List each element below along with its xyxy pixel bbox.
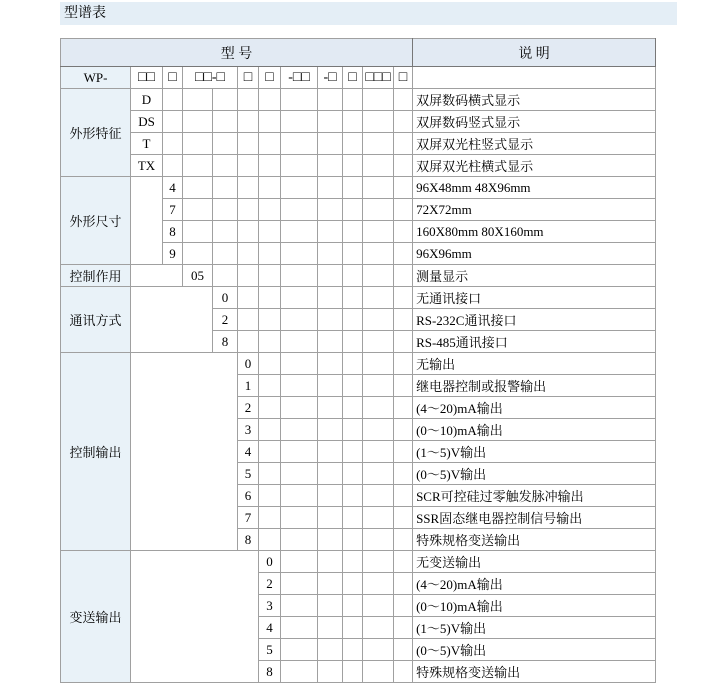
table-row xyxy=(61,177,656,199)
grid-cell xyxy=(318,89,343,111)
grid-cell xyxy=(259,331,281,353)
grid-cell xyxy=(281,331,318,353)
grid-cell xyxy=(281,155,318,177)
desc-cell: SCR可控硅过零触发脉冲输出 xyxy=(413,485,656,507)
desc-cell: 继电器控制或报警输出 xyxy=(413,375,656,397)
grid-cell xyxy=(259,287,281,309)
grid-cell xyxy=(183,111,213,133)
grid-cell xyxy=(318,243,343,265)
grid-cell xyxy=(281,485,318,507)
desc-cell: RS-232C通讯接口 xyxy=(413,309,656,331)
grid-cell xyxy=(259,353,281,375)
grid-cell xyxy=(363,507,394,529)
grid-cell xyxy=(394,287,413,309)
grid-cell xyxy=(281,265,318,287)
grid-cell xyxy=(363,177,394,199)
grid-cell xyxy=(363,133,394,155)
grid-cell xyxy=(394,155,413,177)
grid-cell xyxy=(281,463,318,485)
code-cell: T xyxy=(131,133,163,155)
desc-cell: 双屏数码竖式显示 xyxy=(413,111,656,133)
model-box-cell: □ xyxy=(259,67,281,89)
grid-cell xyxy=(343,177,363,199)
grid-cell xyxy=(343,287,363,309)
grid-cell xyxy=(343,661,363,683)
grid-cell xyxy=(183,221,213,243)
grid-cell xyxy=(238,111,259,133)
grid-cell xyxy=(363,331,394,353)
grid-cell xyxy=(318,287,343,309)
grid-cell xyxy=(318,441,343,463)
grid-cell xyxy=(183,243,213,265)
grid-cell xyxy=(238,133,259,155)
grid-cell xyxy=(343,375,363,397)
code-cell: 2 xyxy=(238,397,259,419)
grid-cell xyxy=(343,617,363,639)
grid-cell xyxy=(363,419,394,441)
grid-cell xyxy=(281,309,318,331)
grid-cell xyxy=(163,133,183,155)
grid-cell xyxy=(183,155,213,177)
grid-cell xyxy=(281,133,318,155)
grid-cell xyxy=(281,397,318,419)
grid-cell xyxy=(281,287,318,309)
grid-cell xyxy=(363,221,394,243)
code-cell: 2 xyxy=(259,573,281,595)
grid-cell xyxy=(318,265,343,287)
desc-cell: (4～20)mA输出 xyxy=(413,573,656,595)
grid-cell xyxy=(343,485,363,507)
grid-cell xyxy=(259,309,281,331)
grid-cell xyxy=(259,419,281,441)
grid-cell xyxy=(259,199,281,221)
desc-cell: (0～10)mA输出 xyxy=(413,419,656,441)
grid-cell xyxy=(213,155,238,177)
grid-cell xyxy=(281,441,318,463)
grid-cell xyxy=(343,639,363,661)
desc-cell xyxy=(413,67,656,89)
code-cell: DS xyxy=(131,111,163,133)
grid-cell xyxy=(213,111,238,133)
grid-cell xyxy=(318,639,343,661)
grid-cell xyxy=(394,529,413,551)
grid-cell xyxy=(281,353,318,375)
desc-cell: 160X80mm 80X160mm xyxy=(413,221,656,243)
code-cell: 5 xyxy=(259,639,281,661)
grid-cell xyxy=(394,375,413,397)
grid-cell xyxy=(259,441,281,463)
grid-cell xyxy=(238,287,259,309)
desc-cell: (1～5)V输出 xyxy=(413,441,656,463)
grid-cell xyxy=(363,89,394,111)
grid-cell xyxy=(343,89,363,111)
grid-cell xyxy=(343,309,363,331)
grid-cell xyxy=(183,177,213,199)
grid-cell xyxy=(318,419,343,441)
table-row xyxy=(61,133,656,155)
grid-cell xyxy=(259,375,281,397)
grid-cell xyxy=(318,595,343,617)
grid-cell xyxy=(318,507,343,529)
grid-cell xyxy=(318,221,343,243)
grid-cell xyxy=(318,463,343,485)
code-cell: D xyxy=(131,89,163,111)
grid-cell xyxy=(318,529,343,551)
grid-cell xyxy=(183,199,213,221)
wp-row xyxy=(61,67,656,89)
grid-cell xyxy=(343,111,363,133)
desc-cell: (1～5)V输出 xyxy=(413,617,656,639)
grid-cell xyxy=(213,265,238,287)
desc-cell: RS-485通讯接口 xyxy=(413,331,656,353)
grid-cell xyxy=(394,331,413,353)
grid-cell xyxy=(238,309,259,331)
grid-cell xyxy=(163,155,183,177)
grid-cell xyxy=(318,155,343,177)
grid-cell xyxy=(163,111,183,133)
grid-cell xyxy=(394,199,413,221)
grid-cell xyxy=(259,485,281,507)
grid-cell xyxy=(394,111,413,133)
grid-cell xyxy=(363,529,394,551)
blank-cell xyxy=(131,265,183,287)
section-label: 外形尺寸 xyxy=(61,177,131,265)
code-cell: 8 xyxy=(163,221,183,243)
grid-cell xyxy=(343,507,363,529)
grid-cell xyxy=(213,199,238,221)
grid-cell xyxy=(363,485,394,507)
model-box-cell: □ xyxy=(238,67,259,89)
grid-cell xyxy=(318,199,343,221)
grid-cell xyxy=(238,89,259,111)
code-cell: 8 xyxy=(259,661,281,683)
grid-cell xyxy=(318,375,343,397)
grid-cell xyxy=(183,133,213,155)
grid-cell xyxy=(259,177,281,199)
grid-cell xyxy=(318,309,343,331)
grid-cell xyxy=(213,177,238,199)
code-cell: 8 xyxy=(238,529,259,551)
grid-cell xyxy=(259,463,281,485)
header-row xyxy=(61,39,656,67)
grid-cell xyxy=(163,89,183,111)
grid-cell xyxy=(259,529,281,551)
page-title: 型谱表 xyxy=(60,2,677,25)
blank-cell xyxy=(131,287,213,353)
desc-cell: (0～5)V输出 xyxy=(413,463,656,485)
model-box-cell: □□-□ xyxy=(183,67,238,89)
model-box-cell: □ xyxy=(343,67,363,89)
section-label: 变送输出 xyxy=(61,551,131,683)
grid-cell xyxy=(394,133,413,155)
grid-cell xyxy=(318,133,343,155)
desc-cell: 测量显示 xyxy=(413,265,656,287)
grid-cell xyxy=(281,661,318,683)
grid-cell xyxy=(281,111,318,133)
section-label: 控制输出 xyxy=(61,353,131,551)
code-cell: 4 xyxy=(259,617,281,639)
grid-cell xyxy=(281,375,318,397)
grid-cell xyxy=(394,485,413,507)
grid-cell xyxy=(343,243,363,265)
grid-cell xyxy=(238,155,259,177)
grid-cell xyxy=(363,111,394,133)
desc-cell: (0～10)mA输出 xyxy=(413,595,656,617)
grid-cell xyxy=(281,243,318,265)
grid-cell xyxy=(363,243,394,265)
desc-cell: 96X96mm xyxy=(413,243,656,265)
grid-cell xyxy=(343,331,363,353)
grid-cell xyxy=(281,617,318,639)
table-row xyxy=(61,353,656,375)
grid-cell xyxy=(281,595,318,617)
grid-cell xyxy=(363,661,394,683)
desc-cell: SSR固态继电器控制信号输出 xyxy=(413,507,656,529)
grid-cell xyxy=(363,639,394,661)
grid-cell xyxy=(318,661,343,683)
desc-cell: 无输出 xyxy=(413,353,656,375)
grid-cell xyxy=(363,309,394,331)
desc-cell: 无变送输出 xyxy=(413,551,656,573)
table-row xyxy=(61,111,656,133)
grid-cell xyxy=(343,155,363,177)
grid-cell xyxy=(318,397,343,419)
code-cell: 2 xyxy=(213,309,238,331)
grid-cell xyxy=(238,243,259,265)
code-cell: 0 xyxy=(213,287,238,309)
model-box-cell: □□ xyxy=(131,67,163,89)
table-row xyxy=(61,287,656,309)
code-cell: 0 xyxy=(238,353,259,375)
grid-cell xyxy=(343,133,363,155)
grid-cell xyxy=(259,155,281,177)
grid-cell xyxy=(394,639,413,661)
grid-cell xyxy=(259,397,281,419)
code-cell: 9 xyxy=(163,243,183,265)
grid-cell xyxy=(318,111,343,133)
grid-cell xyxy=(343,463,363,485)
table-row xyxy=(61,551,656,573)
code-cell: 3 xyxy=(238,419,259,441)
grid-cell xyxy=(213,221,238,243)
grid-cell xyxy=(318,485,343,507)
grid-cell xyxy=(343,265,363,287)
grid-cell xyxy=(183,89,213,111)
grid-cell xyxy=(281,507,318,529)
blank-cell xyxy=(131,177,163,265)
grid-cell xyxy=(343,199,363,221)
grid-cell xyxy=(394,309,413,331)
code-cell: 7 xyxy=(163,199,183,221)
grid-cell xyxy=(281,89,318,111)
grid-cell xyxy=(363,155,394,177)
grid-cell xyxy=(343,573,363,595)
grid-cell xyxy=(394,419,413,441)
grid-cell xyxy=(394,617,413,639)
grid-cell xyxy=(343,397,363,419)
grid-cell xyxy=(363,353,394,375)
code-cell: 3 xyxy=(259,595,281,617)
grid-cell xyxy=(343,441,363,463)
grid-cell xyxy=(394,507,413,529)
table-row xyxy=(61,89,656,111)
grid-cell xyxy=(343,221,363,243)
grid-cell xyxy=(394,551,413,573)
grid-cell xyxy=(343,529,363,551)
grid-cell xyxy=(394,177,413,199)
model-box-cell: □ xyxy=(394,67,413,89)
grid-cell xyxy=(259,265,281,287)
grid-cell xyxy=(363,617,394,639)
code-cell: 7 xyxy=(238,507,259,529)
model-box-cell: -□□ xyxy=(281,67,318,89)
model-box-cell: □ xyxy=(163,67,183,89)
grid-cell xyxy=(318,353,343,375)
grid-cell xyxy=(281,177,318,199)
desc-cell: 双屏双光柱横式显示 xyxy=(413,155,656,177)
grid-cell xyxy=(394,243,413,265)
grid-cell xyxy=(281,221,318,243)
grid-cell xyxy=(394,397,413,419)
desc-cell: (4～20)mA输出 xyxy=(413,397,656,419)
section-label: 通讯方式 xyxy=(61,287,131,353)
grid-cell xyxy=(318,551,343,573)
grid-cell xyxy=(343,353,363,375)
blank-cell xyxy=(131,551,259,683)
code-cell: 6 xyxy=(238,485,259,507)
table-row xyxy=(61,155,656,177)
grid-cell xyxy=(363,463,394,485)
grid-cell xyxy=(213,243,238,265)
grid-cell xyxy=(259,111,281,133)
code-cell: 05 xyxy=(183,265,213,287)
desc-cell: 特殊规格变送输出 xyxy=(413,661,656,683)
grid-cell xyxy=(281,199,318,221)
grid-cell xyxy=(363,397,394,419)
table-row xyxy=(61,265,656,287)
desc-cell: 无通讯接口 xyxy=(413,287,656,309)
grid-cell xyxy=(281,551,318,573)
code-cell: 5 xyxy=(238,463,259,485)
grid-cell xyxy=(363,199,394,221)
grid-cell xyxy=(259,507,281,529)
code-cell: 8 xyxy=(213,331,238,353)
model-header: 型 号 xyxy=(61,39,413,67)
grid-cell xyxy=(394,595,413,617)
grid-cell xyxy=(213,89,238,111)
desc-cell: 96X48mm 48X96mm xyxy=(413,177,656,199)
desc-cell: 双屏数码横式显示 xyxy=(413,89,656,111)
desc-cell: 72X72mm xyxy=(413,199,656,221)
grid-cell xyxy=(238,199,259,221)
grid-cell xyxy=(259,221,281,243)
grid-cell xyxy=(281,573,318,595)
grid-cell xyxy=(363,595,394,617)
section-label: 控制作用 xyxy=(61,265,131,287)
grid-cell xyxy=(363,375,394,397)
model-box-cell: -□ xyxy=(318,67,343,89)
grid-cell xyxy=(394,89,413,111)
code-cell: 4 xyxy=(163,177,183,199)
grid-cell xyxy=(281,419,318,441)
grid-cell xyxy=(213,133,238,155)
grid-cell xyxy=(363,551,394,573)
section-label: 外形特征 xyxy=(61,89,131,177)
grid-cell xyxy=(318,617,343,639)
grid-cell xyxy=(238,221,259,243)
desc-cell: 双屏双光柱竖式显示 xyxy=(413,133,656,155)
code-cell: TX xyxy=(131,155,163,177)
grid-cell xyxy=(281,639,318,661)
grid-cell xyxy=(343,551,363,573)
grid-cell xyxy=(238,265,259,287)
grid-cell xyxy=(363,265,394,287)
grid-cell xyxy=(343,595,363,617)
grid-cell xyxy=(363,573,394,595)
grid-cell xyxy=(259,89,281,111)
grid-cell xyxy=(394,221,413,243)
grid-cell xyxy=(259,243,281,265)
grid-cell xyxy=(363,287,394,309)
grid-cell xyxy=(238,177,259,199)
grid-cell xyxy=(318,331,343,353)
grid-cell xyxy=(394,441,413,463)
desc-cell: 特殊规格变送输出 xyxy=(413,529,656,551)
code-cell: 1 xyxy=(238,375,259,397)
grid-cell xyxy=(238,331,259,353)
model-spec-table xyxy=(60,38,656,683)
grid-cell xyxy=(394,573,413,595)
code-cell: 0 xyxy=(259,551,281,573)
model-box-cell: □□□ xyxy=(363,67,394,89)
code-cell: 4 xyxy=(238,441,259,463)
grid-cell xyxy=(343,419,363,441)
grid-cell xyxy=(318,177,343,199)
desc-cell: (0～5)V输出 xyxy=(413,639,656,661)
grid-cell xyxy=(394,265,413,287)
grid-cell xyxy=(394,463,413,485)
wp-prefix: WP- xyxy=(61,67,131,89)
grid-cell xyxy=(394,661,413,683)
grid-cell xyxy=(259,133,281,155)
desc-header: 说 明 xyxy=(413,39,656,67)
grid-cell xyxy=(281,529,318,551)
grid-cell xyxy=(318,573,343,595)
grid-cell xyxy=(394,353,413,375)
blank-cell xyxy=(131,353,238,551)
grid-cell xyxy=(363,441,394,463)
